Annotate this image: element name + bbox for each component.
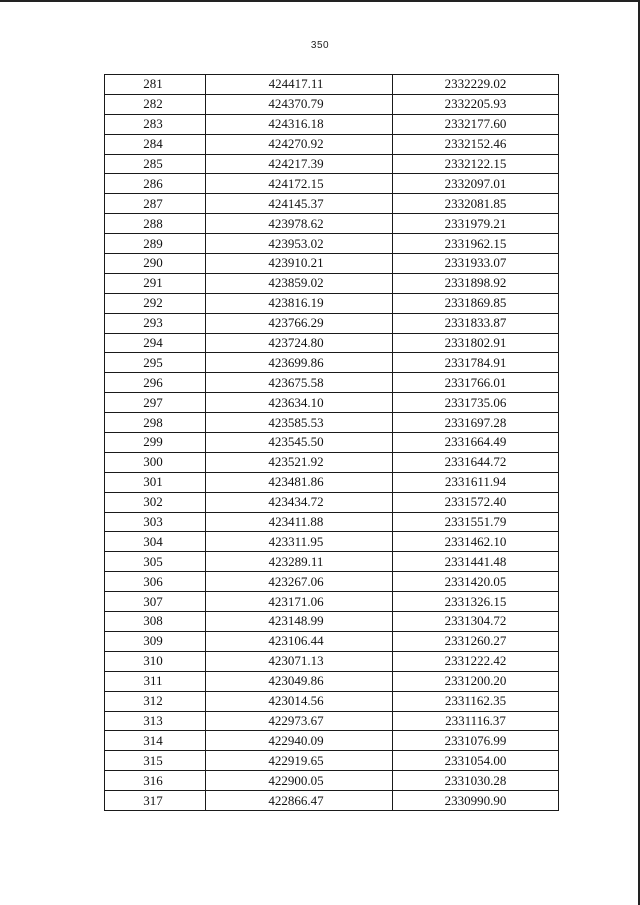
x-coordinate-cell: 422866.47 <box>206 791 393 811</box>
x-coordinate-cell: 423411.88 <box>206 512 393 532</box>
point-number-cell: 316 <box>105 771 206 791</box>
table-row <box>105 174 559 194</box>
point-number-cell: 298 <box>105 413 206 433</box>
table-row <box>105 433 559 453</box>
point-number-cell: 289 <box>105 234 206 254</box>
point-number-cell: 315 <box>105 751 206 771</box>
y-coordinate-cell: 2331462.10 <box>393 532 559 552</box>
y-coordinate-cell: 2332177.60 <box>393 114 559 134</box>
table-row <box>105 154 559 174</box>
point-number-cell: 285 <box>105 154 206 174</box>
x-coordinate-cell: 422900.05 <box>206 771 393 791</box>
x-coordinate-cell: 423699.86 <box>206 353 393 373</box>
point-number-cell: 286 <box>105 174 206 194</box>
y-coordinate-cell: 2331898.92 <box>393 273 559 293</box>
table-row <box>105 651 559 671</box>
table-row <box>105 114 559 134</box>
y-coordinate-cell: 2331611.94 <box>393 472 559 492</box>
point-number-cell: 312 <box>105 691 206 711</box>
point-number-cell: 287 <box>105 194 206 214</box>
y-coordinate-cell: 2332081.85 <box>393 194 559 214</box>
y-coordinate-cell: 2332152.46 <box>393 134 559 154</box>
y-coordinate-cell: 2331222.42 <box>393 651 559 671</box>
table-row <box>105 711 559 731</box>
y-coordinate-cell: 2331030.28 <box>393 771 559 791</box>
table-row <box>105 234 559 254</box>
x-coordinate-cell: 423859.02 <box>206 273 393 293</box>
x-coordinate-cell: 424316.18 <box>206 114 393 134</box>
table-row <box>105 671 559 691</box>
y-coordinate-cell: 2331979.21 <box>393 214 559 234</box>
y-coordinate-cell: 2331260.27 <box>393 631 559 651</box>
y-coordinate-cell: 2331784.91 <box>393 353 559 373</box>
point-number-cell: 299 <box>105 433 206 453</box>
point-number-cell: 282 <box>105 94 206 114</box>
point-number-cell: 284 <box>105 134 206 154</box>
y-coordinate-cell: 2331420.05 <box>393 572 559 592</box>
y-coordinate-cell: 2331326.15 <box>393 592 559 612</box>
x-coordinate-cell: 423634.10 <box>206 393 393 413</box>
table-row <box>105 552 559 572</box>
point-number-cell: 294 <box>105 333 206 353</box>
table-row <box>105 751 559 771</box>
table-row <box>105 691 559 711</box>
y-coordinate-cell: 2331116.37 <box>393 711 559 731</box>
y-coordinate-cell: 2332229.02 <box>393 75 559 95</box>
x-coordinate-cell: 423289.11 <box>206 552 393 572</box>
y-coordinate-cell: 2331833.87 <box>393 313 559 333</box>
x-coordinate-cell: 423724.80 <box>206 333 393 353</box>
point-number-cell: 313 <box>105 711 206 731</box>
x-coordinate-cell: 423521.92 <box>206 452 393 472</box>
point-number-cell: 293 <box>105 313 206 333</box>
y-coordinate-cell: 2331735.06 <box>393 393 559 413</box>
point-number-cell: 310 <box>105 651 206 671</box>
x-coordinate-cell: 423148.99 <box>206 612 393 632</box>
x-coordinate-cell: 424217.39 <box>206 154 393 174</box>
table-row <box>105 413 559 433</box>
y-coordinate-cell: 2331962.15 <box>393 234 559 254</box>
table-row <box>105 373 559 393</box>
y-coordinate-cell: 2331869.85 <box>393 293 559 313</box>
y-coordinate-cell: 2332122.15 <box>393 154 559 174</box>
table-row <box>105 94 559 114</box>
y-coordinate-cell: 2331664.49 <box>393 433 559 453</box>
table-row <box>105 313 559 333</box>
table-row <box>105 214 559 234</box>
table-row <box>105 512 559 532</box>
table-row <box>105 293 559 313</box>
y-coordinate-cell: 2331802.91 <box>393 333 559 353</box>
x-coordinate-cell: 423766.29 <box>206 313 393 333</box>
y-coordinate-cell: 2331304.72 <box>393 612 559 632</box>
table-row <box>105 194 559 214</box>
table-row <box>105 612 559 632</box>
point-number-cell: 304 <box>105 532 206 552</box>
point-number-cell: 302 <box>105 492 206 512</box>
x-coordinate-cell: 423106.44 <box>206 631 393 651</box>
x-coordinate-cell: 422973.67 <box>206 711 393 731</box>
x-coordinate-cell: 424370.79 <box>206 94 393 114</box>
point-number-cell: 283 <box>105 114 206 134</box>
table-row <box>105 333 559 353</box>
table-row <box>105 492 559 512</box>
point-number-cell: 309 <box>105 631 206 651</box>
y-coordinate-cell: 2331162.35 <box>393 691 559 711</box>
x-coordinate-cell: 424270.92 <box>206 134 393 154</box>
x-coordinate-cell: 423049.86 <box>206 671 393 691</box>
x-coordinate-cell: 423953.02 <box>206 234 393 254</box>
point-number-cell: 297 <box>105 393 206 413</box>
point-number-cell: 290 <box>105 254 206 274</box>
y-coordinate-cell: 2331054.00 <box>393 751 559 771</box>
y-coordinate-cell: 2331551.79 <box>393 512 559 532</box>
x-coordinate-cell: 424417.11 <box>206 75 393 95</box>
coordinate-table <box>104 74 559 811</box>
x-coordinate-cell: 423434.72 <box>206 492 393 512</box>
x-coordinate-cell: 423675.58 <box>206 373 393 393</box>
y-coordinate-cell: 2331572.40 <box>393 492 559 512</box>
point-number-cell: 301 <box>105 472 206 492</box>
y-coordinate-cell: 2332097.01 <box>393 174 559 194</box>
y-coordinate-cell: 2330990.90 <box>393 791 559 811</box>
table-row <box>105 592 559 612</box>
y-coordinate-cell: 2331697.28 <box>393 413 559 433</box>
x-coordinate-cell: 423978.62 <box>206 214 393 234</box>
table-row <box>105 572 559 592</box>
point-number-cell: 305 <box>105 552 206 572</box>
table-row <box>105 254 559 274</box>
x-coordinate-cell: 424145.37 <box>206 194 393 214</box>
point-number-cell: 314 <box>105 731 206 751</box>
x-coordinate-cell: 422919.65 <box>206 751 393 771</box>
table-row <box>105 353 559 373</box>
point-number-cell: 303 <box>105 512 206 532</box>
table-row <box>105 771 559 791</box>
y-coordinate-cell: 2332205.93 <box>393 94 559 114</box>
table-row <box>105 731 559 751</box>
point-number-cell: 317 <box>105 791 206 811</box>
point-number-cell: 306 <box>105 572 206 592</box>
point-number-cell: 281 <box>105 75 206 95</box>
point-number-cell: 300 <box>105 452 206 472</box>
y-coordinate-cell: 2331933.07 <box>393 254 559 274</box>
table-row <box>105 273 559 293</box>
x-coordinate-cell: 423545.50 <box>206 433 393 453</box>
x-coordinate-cell: 424172.15 <box>206 174 393 194</box>
y-coordinate-cell: 2331200.20 <box>393 671 559 691</box>
x-coordinate-cell: 423816.19 <box>206 293 393 313</box>
x-coordinate-cell: 423071.13 <box>206 651 393 671</box>
y-coordinate-cell: 2331076.99 <box>393 731 559 751</box>
point-number-cell: 295 <box>105 353 206 373</box>
x-coordinate-cell: 423481.86 <box>206 472 393 492</box>
x-coordinate-cell: 422940.09 <box>206 731 393 751</box>
x-coordinate-cell: 423014.56 <box>206 691 393 711</box>
table-row <box>105 791 559 811</box>
point-number-cell: 292 <box>105 293 206 313</box>
page-number: 350 <box>310 40 330 51</box>
point-number-cell: 291 <box>105 273 206 293</box>
table-row <box>105 452 559 472</box>
y-coordinate-cell: 2331644.72 <box>393 452 559 472</box>
x-coordinate-cell: 423171.06 <box>206 592 393 612</box>
table-row <box>105 134 559 154</box>
point-number-cell: 307 <box>105 592 206 612</box>
x-coordinate-cell: 423910.21 <box>206 254 393 274</box>
y-coordinate-cell: 2331766.01 <box>393 373 559 393</box>
table-row <box>105 393 559 413</box>
table-row <box>105 631 559 651</box>
point-number-cell: 288 <box>105 214 206 234</box>
point-number-cell: 308 <box>105 612 206 632</box>
y-coordinate-cell: 2331441.48 <box>393 552 559 572</box>
x-coordinate-cell: 423311.95 <box>206 532 393 552</box>
table-row <box>105 532 559 552</box>
point-number-cell: 296 <box>105 373 206 393</box>
table-row <box>105 472 559 492</box>
table-body <box>105 75 559 811</box>
table-row <box>105 75 559 95</box>
x-coordinate-cell: 423267.06 <box>206 572 393 592</box>
point-number-cell: 311 <box>105 671 206 691</box>
x-coordinate-cell: 423585.53 <box>206 413 393 433</box>
